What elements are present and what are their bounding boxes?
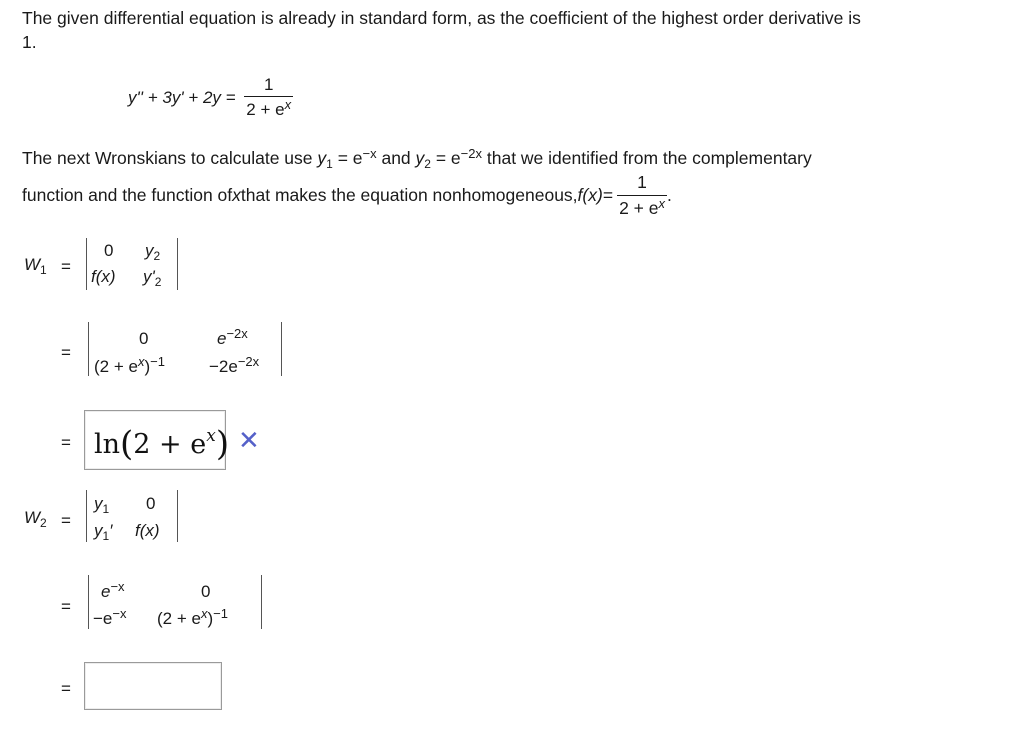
w2-label: $W_2$	[24, 508, 47, 530]
w1-det1-b: $y_2$	[145, 241, 161, 263]
w2-determinant-2	[88, 575, 262, 629]
wronskian-intro-line-2: function and the function ofxthat makes the equation nonhomogeneous,f(x)= $\frac{1}{2 + e^x}$ .	[22, 172, 672, 218]
wronskian-intro-line-1: The next Wronskians to calculate use $y_1 = e^{-x}$ and $y_2 = e^{-2x}$ that we identified from the complementary	[22, 146, 812, 171]
w1-det1-c: f(x)	[91, 267, 116, 286]
equation-lhs: y'' + 3y' + 2y =	[128, 87, 236, 107]
w1-det2-d: $-2e^{-2x}$	[209, 354, 260, 376]
w2-det2-d: $(2 + e^x)^{-1}$	[157, 606, 228, 628]
w1-det1-a: 0	[104, 241, 114, 260]
w2-det1-b: 0	[146, 494, 156, 513]
equation-rhs-fraction	[244, 76, 293, 118]
w2-determinant-1	[86, 490, 178, 542]
w2-equals-1: =	[61, 511, 71, 530]
w2-det1-c: $y_1'$	[94, 521, 113, 543]
w2-det1-d: f(x)	[135, 521, 160, 540]
w2-answer-input[interactable]	[84, 662, 222, 710]
equation-rhs-numerator: 1	[244, 76, 293, 97]
w2-det2-c: $-e^{-x}$	[93, 606, 127, 628]
w1-det2-b: $e^{-2x}$	[217, 326, 248, 348]
w1-det2-a: 0	[139, 329, 149, 348]
w2-equals-3: =	[61, 679, 71, 698]
w1-equals-3: =	[61, 433, 71, 452]
w2-det1-a: $y_1$	[94, 494, 110, 516]
equation-rhs-denominator: $2 + e^x$	[246, 97, 292, 119]
x-mark-icon: ✕	[238, 426, 260, 456]
w1-equals-2: =	[61, 343, 71, 362]
w2-det2-b: 0	[201, 582, 211, 601]
w1-determinant-1	[86, 238, 178, 290]
w1-equals-1: =	[61, 257, 71, 276]
w1-label: $W_1$	[24, 255, 47, 277]
fx-fraction: $\frac{1}{2 + e^x}$	[619, 172, 665, 218]
w1-determinant-2	[88, 322, 282, 376]
differential-equation	[128, 76, 293, 118]
w1-answer-expression: $\ln(2 + e^x)$	[94, 424, 230, 464]
intro-line-2: 1.	[22, 32, 37, 52]
w2-det2-a: $e^{-x}$	[101, 579, 125, 601]
w2-equals-2: =	[61, 597, 71, 616]
w1-answer-box[interactable]	[84, 410, 230, 470]
w1-det1-d: $y'_2$	[143, 267, 162, 289]
w1-det2-c: $(2 + e^x)^{-1}$	[94, 354, 165, 376]
intro-line-1: The given differential equation is already in standard form, as the coefficient of the highest order derivative is	[22, 8, 861, 28]
